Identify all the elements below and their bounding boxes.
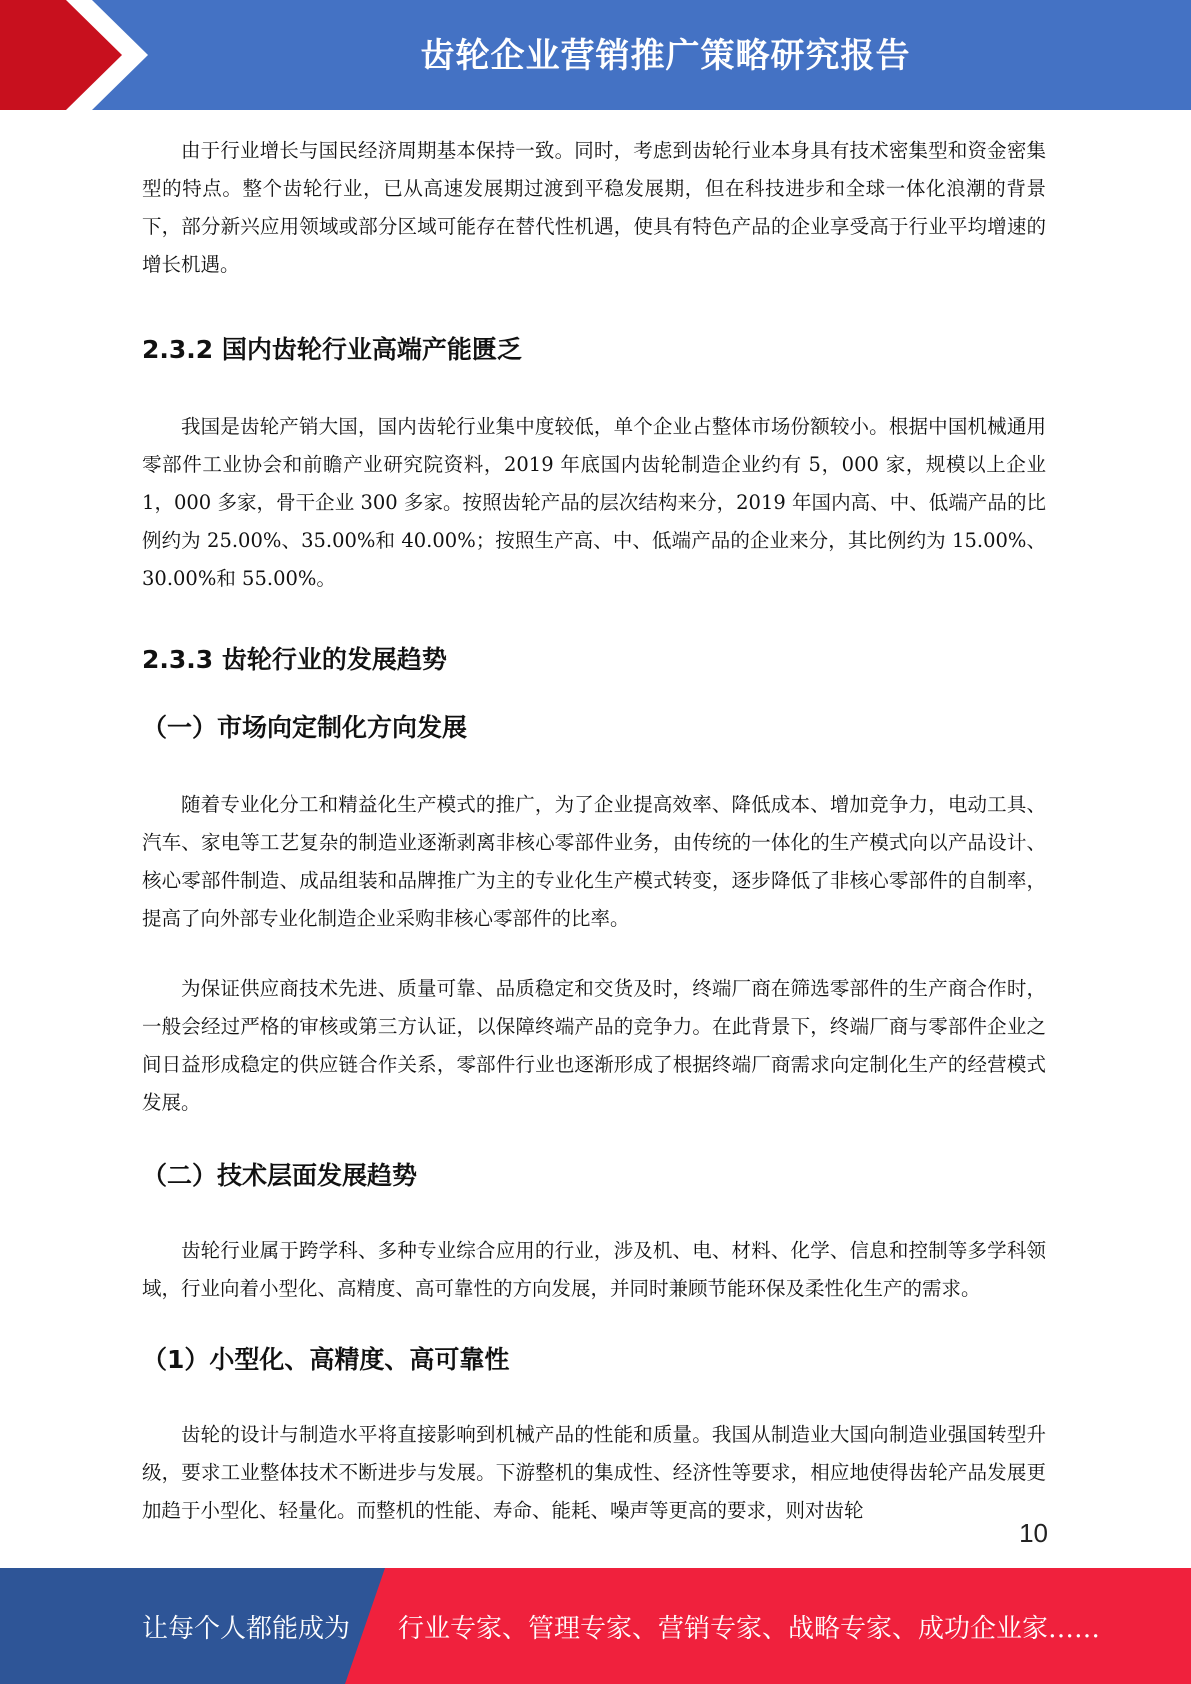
main-content <box>142 132 1046 1530</box>
page-header <box>0 0 1191 110</box>
paragraph-one-a: 随着专业化分工和精益化生产模式的推广，为了企业提高效率、降低成本、增加竞争力，电动工具、汽车、家电等工艺复杂的制造业逐渐剥离非核心零部件业务，由传统的一体化的生产模式向以产品设计、核心零部件制造、成品组装和品牌推广为主的专业化生产模式转变，逐步降低了非核心零部件的自制率，提高了向外部专业化制造企业采购非核心零部件的比率。 <box>142 793 1046 930</box>
header-arrow-icon <box>0 0 160 110</box>
subsection-heading-two: （二）技术层面发展趋势 <box>142 1161 418 1190</box>
page-footer <box>0 1568 1191 1684</box>
section-heading-2-3-2: 2.3.2 国内齿轮行业高端产能匮乏 <box>142 335 522 364</box>
subsection-heading-sub1: （1）小型化、高精度、高可靠性 <box>142 1345 510 1374</box>
report-title: 齿轮企业营销推广策略研究报告 <box>420 36 911 76</box>
subsection-heading-one: （一）市场向定制化方向发展 <box>142 713 468 742</box>
section-heading-2-3-3: 2.3.3 齿轮行业的发展趋势 <box>142 645 447 674</box>
page-number: 10 <box>1019 1518 1048 1548</box>
footer-slogan-left: 让每个人都能成为 <box>142 1614 351 1644</box>
paragraph-one-b: 为保证供应商技术先进、质量可靠、品质稳定和交货及时，终端厂商在筛选零部件的生产商合作时，一般会经过严格的审核或第三方认证，以保障终端产品的竞争力。在此背景下，终端厂商与零部件企业之间日益形成稳定的供应链合作关系，零部件行业也逐渐形成了根据终端厂商需求向定制化生产的经营模式发展。 <box>142 977 1046 1114</box>
footer-slogan-right: 行业专家、管理专家、营销专家、战略专家、成功企业家…… <box>398 1614 1101 1644</box>
paragraph-sub1: 齿轮的设计与制造水平将直接影响到机械产品的性能和质量。我国从制造业大国向制造业强国转型升级，要求工业整体技术不断进步与发展。下游整机的集成性、经济性等要求，相应地使得齿轮产品发展更加趋于小型化、轻量化。而整机的性能、寿命、能耗、噪声等更高的要求，则对齿轮 <box>142 1423 1046 1522</box>
paragraph-two: 齿轮行业属于跨学科、多种专业综合应用的行业，涉及机、电、材料、化学、信息和控制等多学科领域，行业向着小型化、高精度、高可靠性的方向发展，并同时兼顾节能环保及柔性化生产的需求。 <box>142 1239 1046 1300</box>
paragraph-intro: 由于行业增长与国民经济周期基本保持一致。同时，考虑到齿轮行业本身具有技术密集型和资金密集型的特点。整个齿轮行业，已从高速发展期过渡到平稳发展期，但在科技进步和全球一体化浪潮的背景下，部分新兴应用领域或部分区域可能存在替代性机遇，使具有特色产品的企业享受高于行业平均增速的增长机遇。 <box>142 139 1046 276</box>
paragraph-2-3-2: 我国是齿轮产销大国，国内齿轮行业集中度较低，单个企业占整体市场份额较小。根据中国机械通用零部件工业协会和前瞻产业研究院资料，2019 年底国内齿轮制造企业约有 5，000 家，规模以上企业 1，000 多家，骨干企业 300 多家。按照齿轮产品的层次结构来分，2019 年国内高、中、低端产品的比例约为 25.00%、35.00%和 40.00%；按照生产高、中、低端产品的企业来分，其比例约为 15.00%、30.00%和 55.00%。 <box>142 415 1046 590</box>
